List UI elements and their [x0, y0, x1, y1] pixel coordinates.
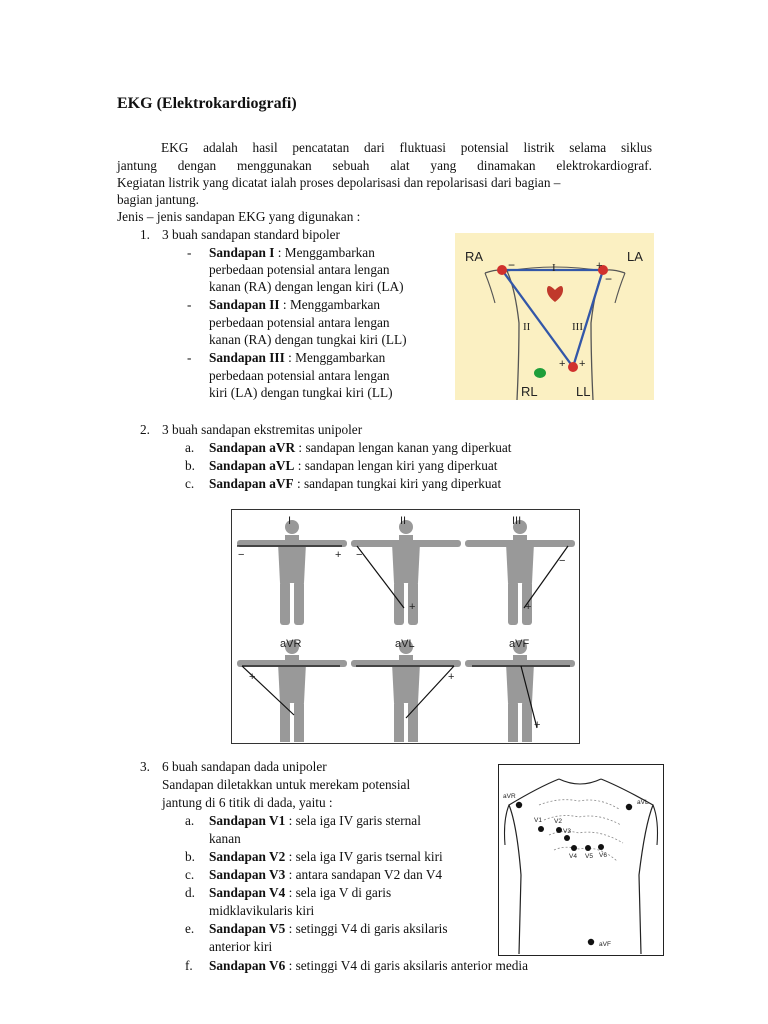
- intro-line-2: jantung dengan menggunakan sebuah alat yang dinamakan elektrokardiograf.: [117, 158, 652, 173]
- section-3-desc-1: Sandapan diletakkan untuk merekam potensial: [162, 777, 411, 792]
- v4-electrode: [571, 845, 577, 851]
- avf-item: Sandapan aVF : sandapan tungkai kiri yang diperkuat: [209, 476, 502, 491]
- fig2-ii-minus: −: [356, 549, 363, 561]
- fig3-v6-label: V6: [599, 852, 607, 859]
- v3-letter: c.: [185, 867, 195, 882]
- fig2-avl-plus: +: [448, 671, 455, 683]
- ra-electrode: [497, 265, 507, 275]
- section-2-heading: 3 buah sandapan ekstremitas unipoler: [162, 422, 363, 437]
- fig2-i-plus: +: [335, 549, 342, 561]
- fig2-avf-plus: +: [534, 719, 541, 731]
- fig2-label-iii: III: [512, 515, 522, 527]
- body-lead-iii: [465, 520, 575, 625]
- lead-iii-label: III: [572, 321, 583, 333]
- fig3-v3-label: V3: [563, 828, 571, 835]
- lead-i-label: I: [552, 262, 556, 274]
- v5-item: Sandapan V5 : setinggi V4 di garis aksilaris: [209, 921, 448, 936]
- rib-3: [549, 831, 623, 843]
- v5-letter: e.: [185, 921, 195, 936]
- fig2-label-i: I: [288, 515, 292, 527]
- body-lead-avf: [465, 640, 575, 742]
- lead-ii-label: II: [523, 321, 531, 333]
- ra-sign-minus: −: [508, 258, 516, 272]
- figure-background: [455, 233, 654, 400]
- einthoven-triangle-figure: [455, 233, 654, 400]
- lead-ii-line-3: kanan (RA) dengan tungkai kiri (LL): [209, 332, 407, 347]
- v1-item: Sandapan V1 : sela iga IV garis sternal: [209, 813, 421, 828]
- ra-label: RA: [465, 249, 484, 264]
- lead-ii-line-1: Sandapan II : Menggambarkan: [209, 297, 381, 312]
- la-sign-plus: +: [596, 260, 603, 272]
- avr-letter: a.: [185, 440, 195, 455]
- body-lead-ii: [351, 520, 461, 625]
- lead-ii-line-2: perbedaan potensial antara lengan: [209, 315, 390, 330]
- v5-item-cont: anterior kiri: [209, 939, 273, 954]
- fig2-ii-plus: +: [409, 601, 416, 613]
- ll-electrode: [568, 362, 578, 372]
- rl-electrode: [534, 368, 546, 378]
- v2-electrode: [556, 827, 562, 833]
- fig2-label-ii: II: [400, 515, 407, 527]
- avr-item: Sandapan aVR : sandapan lengan kanan yang diperkuat: [209, 440, 512, 455]
- right-arm-outline-chest: [505, 805, 510, 845]
- lead-iii-bullet: -: [187, 350, 192, 365]
- v2-item: Sandapan V2 : sela iga IV garis tsernal kiri: [209, 849, 443, 864]
- v4-letter: d.: [185, 885, 195, 900]
- v3-electrode: [564, 835, 570, 841]
- lead-i-line-1: Sandapan I : Menggambarkan: [209, 245, 375, 260]
- avf-letter: c.: [185, 476, 195, 491]
- v6-item: Sandapan V6 : setinggi V4 di garis aksilaris anterior media: [209, 958, 529, 973]
- neck-outline: [559, 779, 601, 784]
- lead-iii-line-3: kiri (LA) dengan tungkai kiri (LL): [209, 385, 393, 400]
- fig3-v2-label: V2: [554, 818, 562, 825]
- avr-electrode: [516, 802, 522, 808]
- body-lead-avr: [237, 640, 347, 742]
- body-lead-i: [237, 520, 347, 625]
- fig2-i-minus: −: [238, 549, 245, 561]
- section-3-desc-2: jantung di 6 titik di dada, yaitu :: [162, 795, 333, 810]
- fig3-avr-label: aVR: [503, 793, 516, 800]
- fig3-avl-label: aVL: [637, 799, 649, 806]
- fig3-v1-label: V1: [534, 817, 542, 824]
- intro-line-3: Kegiatan listrik yang dicatat ialah proses depolarisasi dan repolarisasi dari bagian –: [117, 175, 561, 190]
- limb-leads-figure: [231, 509, 580, 744]
- page-title: EKG (Elektrokardiografi): [117, 95, 297, 112]
- v4-item: Sandapan V4 : sela iga V di garis: [209, 885, 392, 900]
- ll-sign-plus-1: +: [559, 358, 566, 370]
- ll-label: LL: [576, 384, 591, 399]
- jenis-heading: Jenis – jenis sandapan EKG yang digunakan :: [117, 209, 361, 224]
- fig2-label-avl: aVL: [395, 638, 415, 650]
- la-sign-minus: −: [605, 272, 613, 286]
- section-3-number: 3.: [140, 759, 150, 774]
- lead-iii-line-2: perbedaan potensial antara lengan: [209, 368, 390, 383]
- intro-line-1: EKG adalah hasil pencatatan dari fluktuasi potensial listrik selama siklus: [161, 140, 652, 155]
- la-label: LA: [627, 249, 643, 264]
- avl-item: Sandapan aVL : sandapan lengan kiri yang diperkuat: [209, 458, 498, 473]
- v2-letter: b.: [185, 849, 195, 864]
- einthoven-diagram: [455, 233, 654, 400]
- limb-leads-diagram: [232, 510, 578, 742]
- fig2-iii-plus: +: [525, 601, 532, 613]
- lead-i-line-2: perbedaan potensial antara lengan: [209, 262, 390, 277]
- section-1-heading: 3 buah sandapan standard bipoler: [162, 227, 340, 242]
- v6-letter: f.: [185, 958, 193, 973]
- v1-item-cont: kanan: [209, 831, 241, 846]
- fig2-label-avf: aVF: [509, 638, 530, 650]
- rl-label: RL: [521, 384, 538, 399]
- lead-iii-line-1: Sandapan III : Menggambarkan: [209, 350, 386, 365]
- fig2-iii-minus: −: [559, 555, 566, 567]
- fig2-avr-plus: +: [249, 671, 256, 683]
- avl-letter: b.: [185, 458, 195, 473]
- v1-letter: a.: [185, 813, 195, 828]
- v1-electrode: [538, 826, 544, 832]
- chest-leads-figure: [498, 764, 664, 956]
- section-1-number: 1.: [140, 227, 150, 242]
- chest-leads-diagram: [499, 765, 662, 954]
- v4-item-cont: midklavikularis kiri: [209, 903, 315, 918]
- fig3-avf-label: aVF: [599, 941, 611, 948]
- lead-i-bullet: -: [187, 245, 192, 260]
- v6-electrode: [598, 844, 604, 850]
- body-lead-avl: [351, 640, 461, 742]
- ll-sign-plus-2: +: [579, 358, 586, 370]
- rib-1: [539, 800, 619, 809]
- left-arm-outline-chest: [653, 805, 658, 845]
- intro-line-4: bagian jantung.: [117, 192, 199, 207]
- fig3-v4-label: V4: [569, 853, 577, 860]
- avf-electrode: [588, 939, 594, 945]
- lead-ii-bullet: -: [187, 297, 192, 312]
- fig2-label-avr: aVR: [280, 638, 302, 650]
- fig3-v5-label: V5: [585, 853, 593, 860]
- lead-i-line-3: kanan (RA) dengan lengan kiri (LA): [209, 279, 404, 294]
- section-3-heading: 6 buah sandapan dada unipoler: [162, 759, 327, 774]
- section-2-number: 2.: [140, 422, 150, 437]
- v5-electrode: [585, 845, 591, 851]
- v3-item: Sandapan V3 : antara sandapan V2 dan V4: [209, 867, 443, 882]
- avl-electrode: [626, 804, 632, 810]
